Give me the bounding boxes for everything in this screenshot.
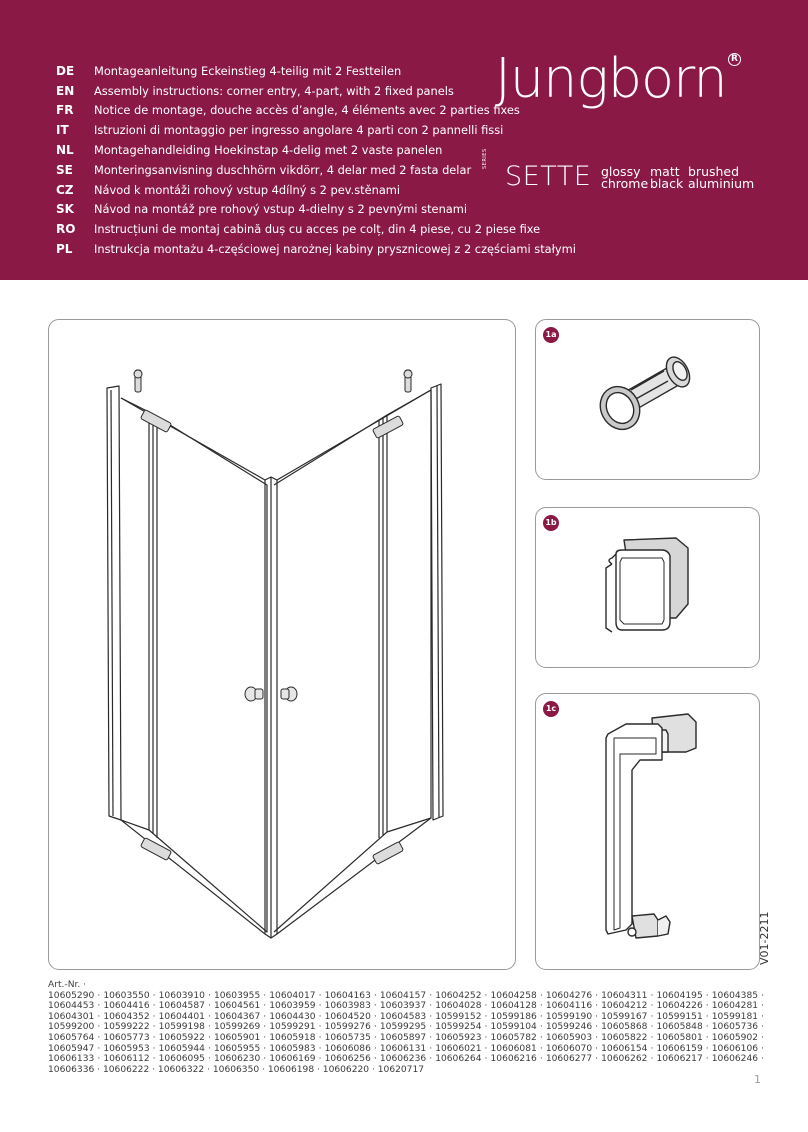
lang-row-pl (56, 239, 576, 259)
square-knob-icon (536, 508, 758, 666)
finish-line: aluminium (688, 176, 755, 191)
article-numbers (48, 980, 764, 1075)
finish-brushed-aluminium (688, 166, 754, 190)
finish-line: black (650, 176, 684, 191)
finish-line: chrome (601, 176, 649, 191)
lang-code: DE (56, 63, 75, 78)
lang-text: Návod k montáži rohový vstup 4dílný s 2 pev.stěnami (94, 182, 401, 197)
lang-code: FR (56, 103, 74, 118)
art-number-list: 10605290 · 10603550 · 10603910 · 10603955 · 10604017 · 10604163 · 10604157 · 10604252 · 10604258 · 10604276 · 10604311 · 10604195 · 10604385 · 10604453 · 10604416 · 10604587 · 10604561 · 10603959 · 10603983 · 10603937 · 10604028 · 10604128 · 10604116 · 10604212 · 10604226 · 10604281 · 10604301 · 10604352 · 10604401 · 10604367 · 10604430 · 10604520 · 10604583 · 10599152 · 10599186 · 10599190 · 10599167 · 10599151 · 10599181 · 10599200 · 10599222 · 10599198 · 10599269 · 10599291 · 10599276 · 10599295 · 10599254 · 10599104 · 10599246 · 10605868 · 10605848 · 10605736 · 10605764 · 10605773 · 10605922 · 10605901 · 10605918 · 10605735 · 10605897 · 10605923 · 10605782 · 10605903 · 10605822 · 10605801 · 10605902 · 10605947 · 10605953 · 10605944 · 10605955 · 10605983 · 10606086 · 10606131 · 10606021 · 10606081 · 10606070 · 10606154 · 10606159 · 10606106 · 10606133 · 10606112 · 10606095 · 10606230 · 10606169 · 10606256 · 10606236 · 10606264 · 10606216 · 10606277 · 10606262 · 10606217 · 10606246 · 10606336 · 10606222 · 10606322 · 10606350 · 10606198 · 10606220 · 10620717 (48, 990, 764, 1075)
lang-text: Montagehandleiding Hoekinstap 4-delig met 2 vaste panelen (94, 143, 443, 158)
brand-logo: Jungborn (495, 47, 727, 110)
lang-code: EN (56, 83, 75, 98)
finish-line: matt (650, 164, 680, 179)
page-number: 1 (754, 1073, 761, 1086)
lang-text: Assembly instructions: corner entry, 4-part, with 2 fixed panels (94, 83, 454, 98)
header-banner (0, 0, 808, 280)
lang-row-nl (56, 140, 576, 160)
lang-row-sk (56, 200, 576, 220)
lang-row-cz (56, 180, 576, 200)
figure-badge: 1a (543, 327, 559, 343)
lang-code: RO (56, 222, 76, 237)
lang-code: SK (56, 202, 74, 217)
lang-text: Instrukcja montażu 4-częściowej narożnej kabiny prysznicowej z 2 częściami stałymi (94, 242, 576, 257)
lang-row-se (56, 160, 576, 180)
lang-text: Istruzioni di montaggio per ingresso angolare 4 parti con 2 pannelli fissi (94, 123, 504, 138)
figure-1c-panel (535, 693, 760, 970)
lang-code: PL (56, 242, 73, 257)
lang-code: NL (56, 143, 74, 158)
lang-text: Notice de montage, douche accès d’angle, 4 éléments avec 2 parties fixes (94, 103, 520, 118)
registered-mark: R (728, 53, 741, 66)
art-label: Art.-Nr. · (48, 980, 87, 990)
figure-badge: 1c (543, 701, 559, 717)
finish-matt-black (650, 166, 683, 190)
lang-code: SE (56, 162, 73, 177)
lang-text: Instrucțiuni de montaj cabină duș cu acces pe colț, din 4 piese, cu 2 piese fixe (94, 222, 541, 237)
finish-line: glossy (601, 164, 641, 179)
lang-row-it (56, 120, 576, 140)
series-name: SETTE (505, 161, 592, 192)
finish-line: brushed (688, 164, 740, 179)
finish-glossy-chrome (601, 166, 648, 190)
version-code: V01-2211 (758, 911, 771, 965)
main-illustration-panel (48, 319, 516, 970)
lang-text: Monteringsanvisning duschhörn vikdörr, 4 delar med 2 fasta delar (94, 162, 472, 177)
lang-code: CZ (56, 182, 74, 197)
lang-text: Návod na montáž pre rohový vstup 4-dielny s 2 pevnými stenami (94, 202, 468, 217)
lang-text: Montageanleitung Eckeinstieg 4-teilig mit 2 Festteilen (94, 63, 402, 78)
towel-handle-icon (536, 694, 758, 968)
lang-code: IT (56, 123, 69, 138)
figure-badge: 1b (543, 515, 559, 531)
figure-1b-panel (535, 507, 760, 668)
shower-enclosure-drawing (49, 320, 514, 968)
lang-row-ro (56, 219, 576, 239)
knob-icon (536, 320, 758, 478)
series-label: SERIES (482, 148, 488, 169)
figure-1a-panel (535, 319, 760, 480)
